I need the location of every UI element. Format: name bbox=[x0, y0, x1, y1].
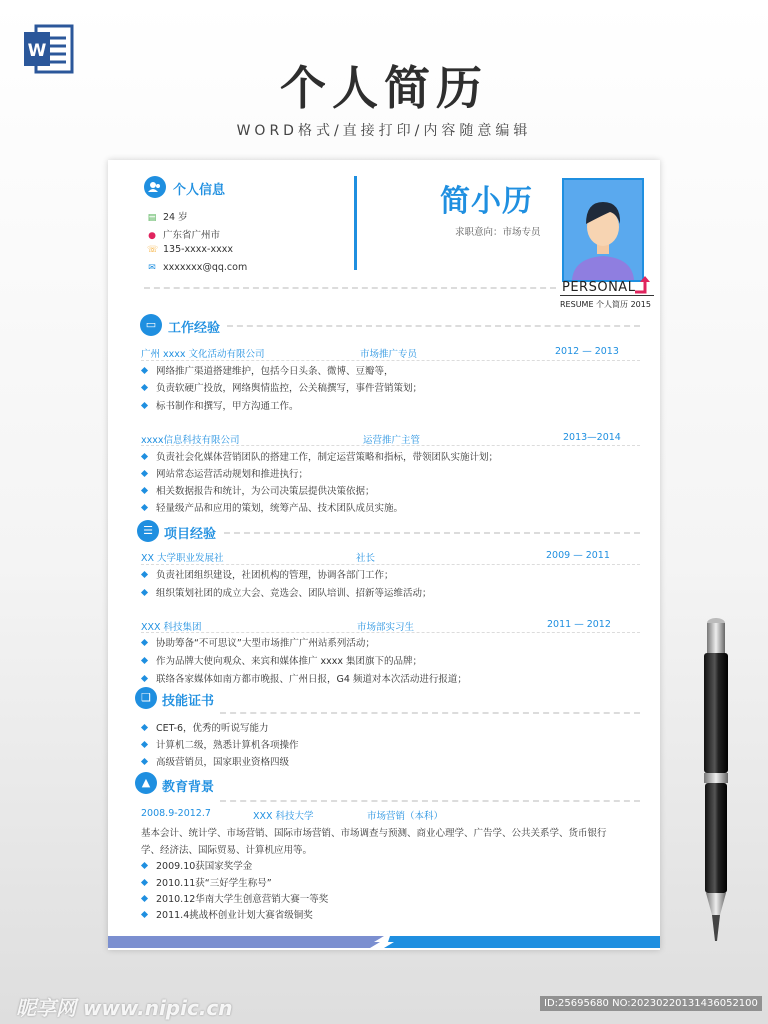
project-role: 社长 bbox=[356, 553, 376, 564]
list-item: 轻量级产品和应用的策划，统筹产品、技术团队成员实施。 bbox=[142, 500, 403, 514]
row-divider bbox=[141, 564, 640, 565]
project-section-title: 项目经验 bbox=[164, 527, 217, 542]
profile-section-title: 个人信息 bbox=[173, 183, 226, 198]
work-role: 运营推广主管 bbox=[363, 435, 421, 446]
watermark-right: ID:25695680 NO:20230220131436052100 bbox=[540, 996, 762, 1011]
briefcase-icon: ▭ bbox=[140, 314, 162, 336]
list-item: CET-6，优秀的听说写能力 bbox=[142, 720, 269, 734]
list-item: 2011.4挑战杯创业计划大赛省级铜奖 bbox=[142, 907, 313, 921]
list-item: 高级营销员，国家职业资格四级 bbox=[142, 754, 289, 768]
job-intent: 求职意向：市场专员 bbox=[455, 227, 541, 238]
person-icon bbox=[144, 176, 166, 198]
watermark-left: 昵享网 www.nipic.cn bbox=[16, 996, 233, 1020]
list-item: 联络各家媒体如南方都市晚报、广州日报，G4 频道对本次活动进行报道； bbox=[142, 671, 467, 685]
personal-label: PERSONAL bbox=[562, 280, 636, 295]
age-row: ▤ 24 岁 bbox=[147, 212, 188, 223]
candidate-name: 简小历 bbox=[440, 184, 533, 219]
list-item: 负责社团组织建设，社团机构的管理，协调各部门工作； bbox=[142, 567, 394, 581]
list-item: 网络推广渠道搭建维护，包括今日头条、微博、豆瓣等， bbox=[142, 363, 394, 377]
bottom-decoration-bar bbox=[108, 936, 660, 948]
page-title: 个人简历 bbox=[280, 61, 488, 115]
education-section-title: 教育背景 bbox=[162, 780, 215, 795]
list-item: 2010.11获“三好学生称号” bbox=[142, 875, 272, 889]
education-major: 市场营销（本科） bbox=[367, 811, 444, 822]
work-role: 市场推广专员 bbox=[360, 349, 418, 360]
project-org: XXX 科技集团 bbox=[141, 622, 202, 633]
arrow-up-icon bbox=[632, 274, 652, 296]
work-org: xxxx信息科技有限公司 bbox=[141, 435, 240, 446]
list-item: 协助筹备“不可思议”大型市场推广广州站系列活动； bbox=[142, 635, 375, 649]
resume-caption: RESUME 个人简历 2015 bbox=[560, 300, 651, 309]
list-item: 2009.10获国家奖学金 bbox=[142, 858, 252, 872]
profile-divider bbox=[144, 287, 556, 289]
work-org: 广州 xxxx 文化活动有限公司 bbox=[141, 349, 265, 360]
courses-text-cont: 学、经济法、国际贸易、计算机应用等。 bbox=[141, 845, 313, 856]
education-school: XXX 科技大学 bbox=[253, 811, 314, 822]
phone-icon: ☏ bbox=[147, 245, 159, 255]
location-pin-icon: ● bbox=[148, 231, 156, 241]
courses-text: 基本会计、统计学、市场营销、国际市场营销、市场调查与预测、商业心理学、广告学、公共关系学、货币银行 bbox=[141, 828, 607, 839]
book-icon: ❑ bbox=[135, 687, 157, 709]
location-row: ● 广东省广州市 bbox=[148, 230, 221, 241]
work-period: 2013—2014 bbox=[563, 432, 621, 443]
page-subtitle: WORD格式/直接打印/内容随意编辑 bbox=[236, 123, 532, 139]
personal-underline bbox=[560, 295, 654, 296]
calendar-icon: ▤ bbox=[147, 213, 157, 223]
list-item: 标书制作和撰写，甲方沟通工作。 bbox=[142, 398, 299, 412]
list-item: 负责软硬广投放，网络舆情监控，公关稿撰写，事件营销策划； bbox=[142, 380, 422, 394]
list-item: 组织策划社团的成立大会、竞选会、团队培训、招新等运维活动； bbox=[142, 585, 432, 599]
list-item: 2010.12华南大学生创意营销大赛一等奖 bbox=[142, 891, 328, 905]
list-item: 相关数据报告和统计，为公司决策层提供决策依据； bbox=[142, 483, 375, 497]
list-item: 计算机二级，熟悉计算机各项操作 bbox=[142, 737, 299, 751]
phone-row: ☏ 135-xxxx-xxxx bbox=[147, 244, 233, 255]
project-role: 市场部实习生 bbox=[357, 622, 415, 633]
skills-divider bbox=[220, 712, 640, 714]
mail-icon: ✉ bbox=[148, 263, 156, 273]
pen-icon bbox=[690, 615, 742, 945]
list-item: 负责社会化媒体营销团队的搭建工作，制定运营策略和指标，带领团队实施计划； bbox=[142, 449, 498, 463]
work-section-title: 工作经验 bbox=[168, 321, 221, 336]
education-divider bbox=[220, 800, 640, 802]
project-org: XX 大学职业发展社 bbox=[141, 553, 224, 564]
list-icon: ☰ bbox=[137, 520, 159, 542]
row-divider bbox=[141, 632, 640, 633]
email-row: ✉ xxxxxxx@qq.com bbox=[148, 262, 248, 273]
project-period: 2009 — 2011 bbox=[546, 550, 610, 561]
work-period: 2012 — 2013 bbox=[555, 346, 619, 357]
project-divider bbox=[224, 532, 640, 534]
row-divider bbox=[141, 360, 640, 361]
list-item: 网站常态运营活动规划和推进执行； bbox=[142, 466, 308, 480]
work-divider bbox=[227, 325, 640, 327]
list-item: 作为品牌大使向观众、来宾和媒体推广 xxxx 集团旗下的品牌； bbox=[142, 653, 422, 667]
skills-section-title: 技能证书 bbox=[162, 694, 215, 709]
education-period: 2008.9-2012.7 bbox=[141, 808, 211, 819]
project-period: 2011 — 2012 bbox=[547, 619, 611, 630]
graduation-cap-icon: ▲ bbox=[135, 772, 157, 794]
divider-line bbox=[354, 176, 357, 270]
avatar bbox=[562, 178, 644, 282]
row-divider bbox=[141, 445, 640, 446]
svg-text:W: W bbox=[27, 41, 47, 61]
